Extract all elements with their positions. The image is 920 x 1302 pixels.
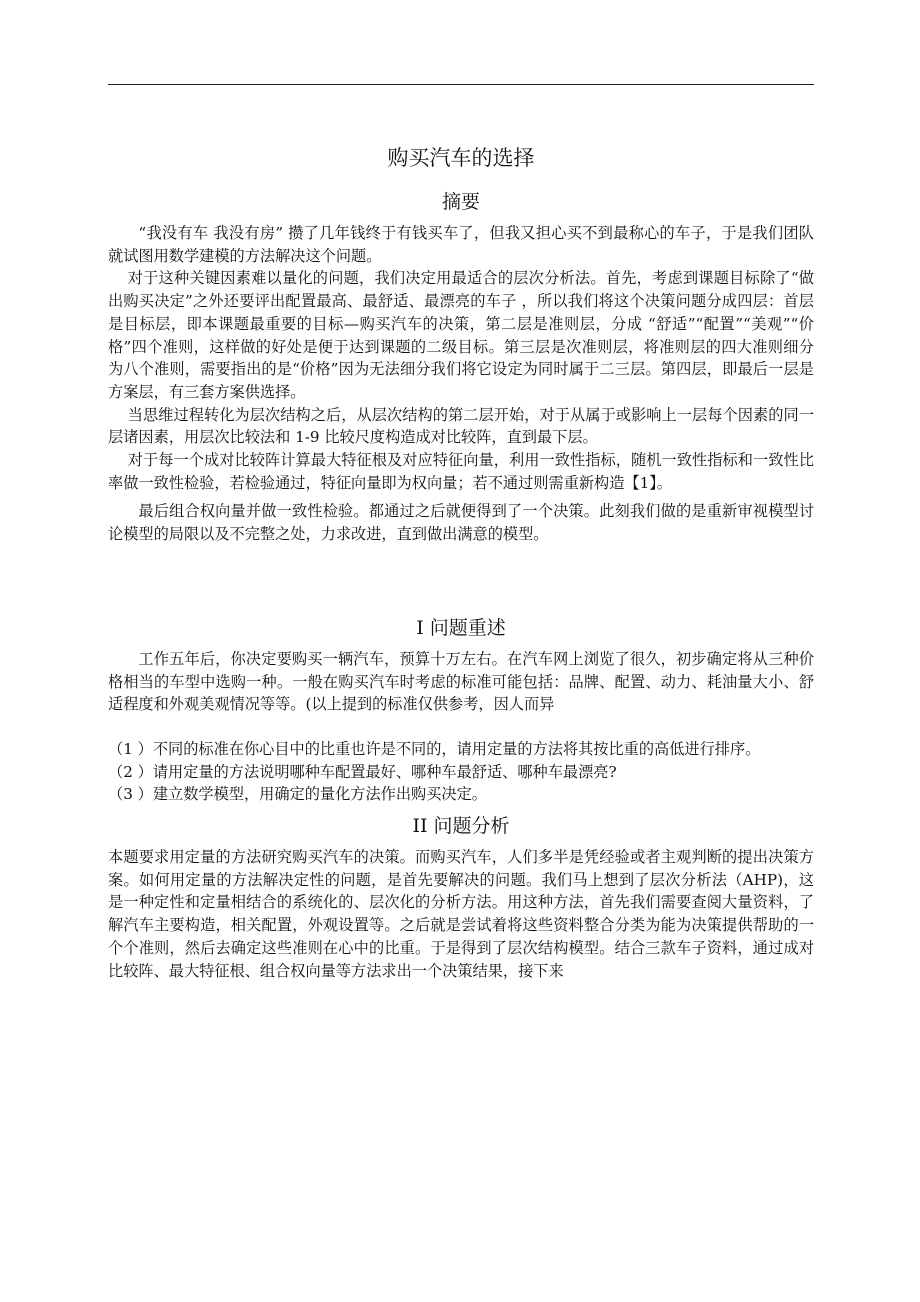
section-2-heading: II 问题分析 <box>412 815 510 838</box>
abstract-paragraph-4: 对于每一个成对比较阵计算最大特征根及对应特征向量，利用一致性指标，随机一致性指标和一致性比率做一致性检验，若检验通过，特征向量即为权向量；若不通过则需重新构造【1】。 <box>108 451 814 492</box>
header-rule <box>108 84 814 85</box>
question-1: （1 ）不同的标准在你心目中的比重也许是不同的，请用定量的方法将其按比重的高低进行排序。 <box>108 739 761 758</box>
abstract-paragraph-1: “我没有车 我没有房” 攒了几年钱终于有钱买车了，但我又担心买不到最称心的车子，于是我们团队就试图用数学建模的方法解决这个问题。 <box>108 224 814 265</box>
abstract-paragraph-3: 当思维过程转化为层次结构之后，从层次结构的第二层开始，对于从属于或影响上一层每个因素的同一层诸因素，用层次比较法和 1-9 比较尺度构造成对比较阵，直到最下层。 <box>108 405 814 447</box>
question-3: （3 ）建立数学模型，用确定的量化方法作出购买决定。 <box>108 785 487 804</box>
section-2-paragraph: 本题要求用定量的方法研究购买汽车的决策。而购买汽车，人们多半是凭经验或者主观判断的提出决策方案。如何用定量的方法解决定性的问题，是首先要解决的问题。我们马上想到了层次分析法（AHP)，这是一种定性和定量相结合的系统化的、层次化的分析方法。用这种方法，首先我们需要查阅大量资料，了解汽车主要构造，相关配置，外观设置等。之后就是尝试着将这些资料整合分类为能为决策提供帮助的一个个准则，然后去确定这些准则在心中的比重。于是得到了层次结构模型。结合三款车子资料，通过成对比较阵、最大特征根、组合权向量等方法求出一个决策结果，接下来 <box>108 848 814 980</box>
document-title: 购买汽车的选择 <box>387 146 535 170</box>
section-1-paragraph: 工作五年后，你决定要购买一辆汽车，预算十万左右。在汽车网上浏览了很久，初步确定将从三种价格相当的车型中选购一种。一般在购买汽车时考虑的标准可能包括：品牌、配置、动力、耗油量大小、舒适程度和外观美观情况等等。(以上提到的标准仅供参考，因人而异 <box>108 649 814 714</box>
section-1-heading: I 问题重述 <box>416 616 506 639</box>
document-body <box>108 140 814 982</box>
question-2: （2 ）请用定量的方法说明哪种车配置最好、哪种车最舒适、哪种车最漂亮? <box>108 762 617 781</box>
abstract-heading: 摘要 <box>441 191 480 213</box>
abstract-paragraph-5: 最后组合权向量并做一致性检验。都通过之后就便得到了一个决策。此刻我们做的是重新审视模型讨论模型的局限以及不完整之处，力求改进，直到做出满意的模型。 <box>108 502 814 544</box>
abstract-paragraph-2: 对于这种关键因素难以量化的问题，我们决定用最适合的层次分析法。首先，考虑到课题目标除了“做出购买决定”之外还要评出配置最高、最舒适、最漂亮的车子 ，所以我们将这个决策问题分成四层：首层是目标层，即本课题最重要的目标—购买汽车的决策，第二层是准则层，分成 “舒适”“配置”“美观”“价格”四个准则，这样做的好处是便于达到课题的二级目标。第三层是次准则层，将准则层的四大准则细分为八个准则，需要指出的是“价格”因为无法细分我们将它设定为同时属于二三层。第四层，即最后一层是方案层，有三套方案供选择。 <box>108 269 814 401</box>
